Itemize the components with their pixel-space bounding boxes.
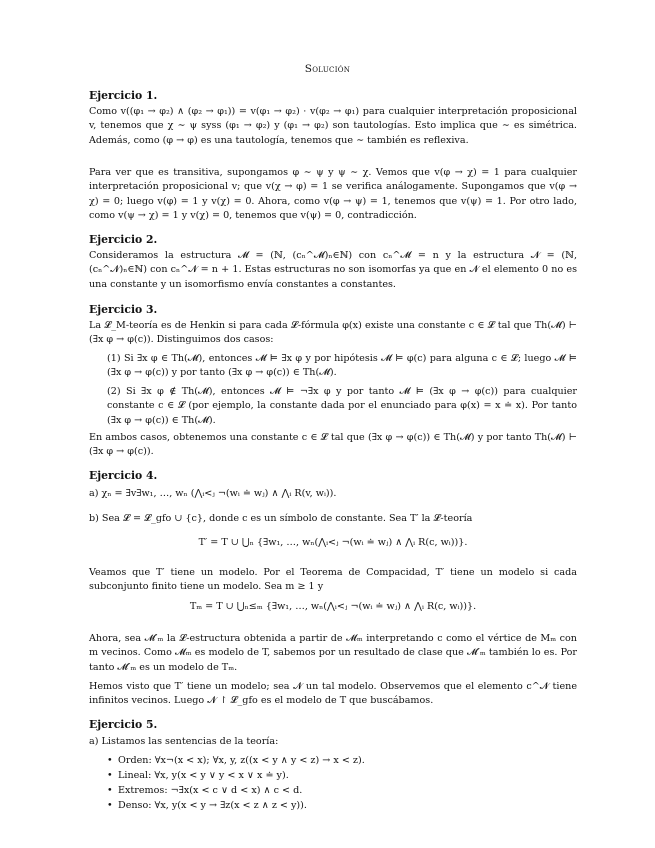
- exercise-1-paragraph-1: Como v((φ₁ → φ₂) ∧ (φ₂ → φ₁)) = v(φ₁ → φ₂) · v(φ₂ → φ₁) para cualquier interpretación proposicional v, tenemos que χ ∼ ψ syss (φ₁ → φ₂) y (φ₁ → φ₂) son tautologías. Esto implica que ∼ es simétrica. Además, como (φ → φ) es una tautología, tenemos que ∼ también es reflexiva.: [89, 106, 577, 146]
- exercise-4-part-a: a) χₙ = ∃v∃w₁, …, wₙ (⋀ᵢ<ⱼ ¬(wᵢ ≐ wⱼ) ∧ ⋀ᵢ R(v, wᵢ)).: [89, 488, 337, 499]
- exercise-3-paragraph-1: La 𝓛_M-teoría es de Henkin si para cada 𝓛-fórmula φ(x) existe una constante c ∈ 𝓛 tal que Th(𝓜) ⊢ (∃x φ → φ(c)). Distinguimos dos casos:: [89, 320, 577, 346]
- exercise-5-heading: Ejercicio 5.: [89, 718, 158, 731]
- exercise-5-part-a: a) Listamos las sentencias de la teoría:: [89, 736, 279, 747]
- exercise-1-paragraph-2: Para ver que es transitiva, supongamos φ ∼ ψ y ψ ∼ χ. Vemos que v(φ → χ) = 1 para cualquier interpretación proposicional v; que v(χ → φ) = 1 se verifica análogamente. Supongamos que v(φ → χ) = 0; luego v(φ) = 1 y v(χ) = 0. Ahora, como v(φ → ψ) = 1, tenemos que v(ψ) = 1. Por otro lado, como v(ψ → χ) = 1 y v(χ) = 0, tenemos que v(ψ) = 0, contradicción.: [89, 167, 577, 222]
- list-item: • Orden: ∀x¬(x < x); ∀x, y, z((x < y ∧ y < z) → x < z).: [118, 754, 578, 768]
- exercise-3-heading: Ejercicio 3.: [89, 303, 158, 316]
- exercise-4-paragraph-1: Veamos que T′ tiene un modelo. Por el Teorema de Compacidad, T′ tiene un modelo si cada subconjunto finito tiene un modelo. Sea m ≥ 1 y: [89, 567, 577, 593]
- page-title: Solución: [304, 63, 351, 75]
- exercise-3-case-1: (1) Si ∃x φ ∈ Th(𝓜), entonces 𝓜 ⊨ ∃x φ y por hipótesis 𝓜 ⊨ φ(c) para alguna c ∈ 𝓛; luego 𝓜 ⊨ (∃x φ → φ(c)) y por tanto (∃x φ → φ(c)) ∈ Th(𝓜).: [107, 353, 577, 379]
- exercise-4-paragraph-3: Hemos visto que T′ tiene un modelo; sea 𝓝 un tal modelo. Observemos que el elemento c^𝓝 tiene infinitos vecinos. Luego 𝓝 ↾ 𝓛_gfo es el modelo de T que buscábamos.: [89, 681, 577, 707]
- list-item: • Extremos: ¬∃x(x < c ∨ d < x) ∧ c < d.: [118, 784, 578, 798]
- list-item: • Lineal: ∀x, y(x < y ∨ y < x ∨ x ≐ y).: [118, 769, 578, 783]
- exercise-2-paragraph: Consideramos la estructura 𝓜 = (ℕ, (cₙ^𝓜)ₙ∈ℕ) con cₙ^𝓜 = n y la estructura 𝓝 = (ℕ, (cₙ^𝓝)ₙ∈ℕ) con cₙ^𝓝 = n + 1. Estas estructuras no son isomorfas ya que en 𝓝 el elemento 0 no es una constante y un isomorfismo envía constantes a constantes.: [89, 250, 577, 290]
- list-item: • Denso: ∀x, y(x < y → ∃z(x < z ∧ z < y)).: [118, 799, 578, 813]
- exercise-4-paragraph-2: Ahora, sea 𝓜′ₘ la 𝓛-estructura obtenida a partir de 𝓜ₘ interpretando c como el vértice de Mₘ con m vecinos. Como 𝓜ₘ es modelo de T, sabemos por un resultado de clase que 𝓜′ₘ también lo es. Por tanto 𝓜′ₘ es un modelo de Tₘ.: [89, 633, 577, 673]
- exercise-4-heading: Ejercicio 4.: [89, 469, 158, 482]
- exercise-4-equation-2: Tₘ = T ∪ ⋃ₙ≤ₘ {∃w₁, …, wₙ(⋀ᵢ<ⱼ ¬(wᵢ ≐ wⱼ) ∧ ⋀ᵢ R(c, wᵢ))}.: [189, 601, 477, 612]
- exercise-4-part-b: b) Sea 𝓛 = 𝓛_gfo ∪ {c}, donde c es un símbolo de constante. Sea T′ la 𝓛-teoría: [89, 513, 473, 524]
- exercise-3-case-2: (2) Si ∃x φ ∉ Th(𝓜), entonces 𝓜 ⊨ ¬∃x φ y por tanto 𝓜 ⊨ (∃x φ → φ(c)) para cualquier constante c ∈ 𝓛 (por ejemplo, la constante dada por el enunciado para φ(x) = x ≐ x). Por tanto (∃x φ → φ(c)) ∈ Th(𝓜).: [107, 386, 577, 426]
- exercise-2-heading: Ejercicio 2.: [89, 233, 158, 246]
- exercise-3-paragraph-2: En ambos casos, obtenemos una constante c ∈ 𝓛 tal que (∃x φ → φ(c)) ∈ Th(𝓜) y por tanto Th(𝓜) ⊢ (∃x φ → φ(c)).: [89, 432, 577, 458]
- exercise-4-equation-1: T′ = T ∪ ⋃ₙ {∃w₁, …, wₙ(⋀ᵢ<ⱼ ¬(wᵢ ≐ wⱼ) ∧ ⋀ᵢ R(c, wᵢ))}.: [198, 537, 468, 548]
- exercise-1-heading: Ejercicio 1.: [89, 89, 158, 102]
